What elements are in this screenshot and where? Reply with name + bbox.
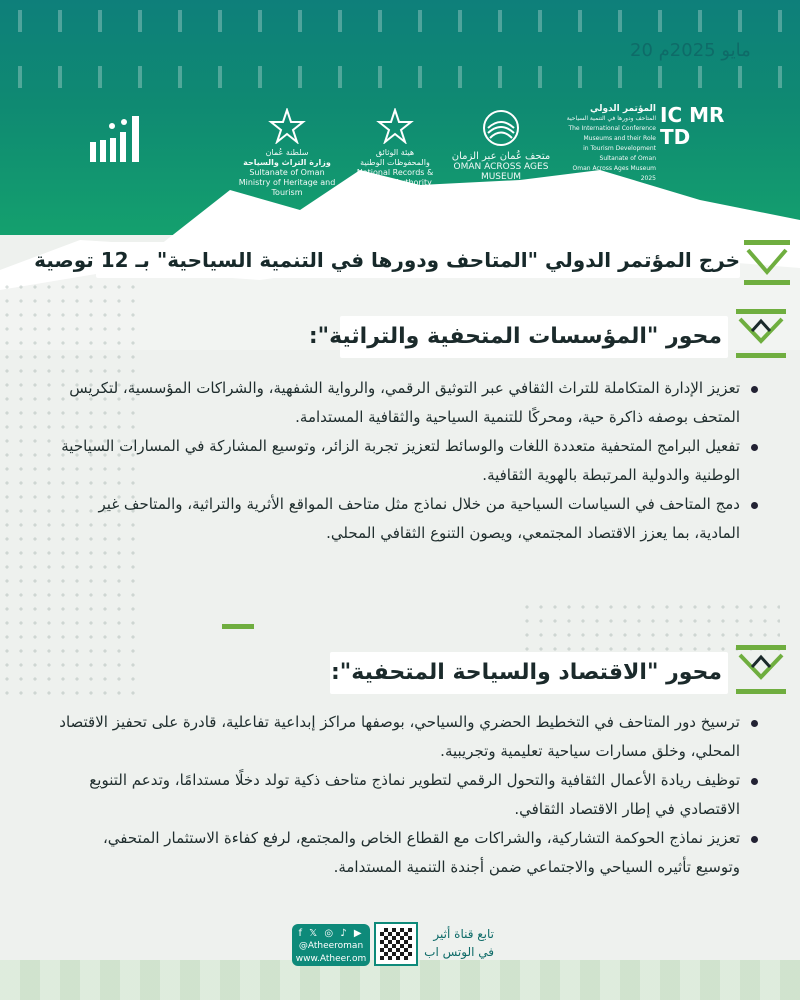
atheer-logo-icon bbox=[84, 112, 164, 164]
conference-logo bbox=[566, 104, 726, 184]
follow-line-2: في الوتس اب bbox=[424, 945, 494, 959]
social-links[interactable] bbox=[292, 924, 370, 966]
whatsapp-follow[interactable] bbox=[424, 925, 494, 961]
conference-line-8: 2025 bbox=[640, 175, 656, 182]
publish-date: 20 مايو 2025م bbox=[630, 40, 751, 61]
section-1-bullets bbox=[54, 374, 762, 548]
atheer-logo bbox=[84, 112, 164, 168]
ministry-line-1: سلطنة عُمان bbox=[265, 148, 309, 157]
section-2-title: محور "الاقتصاد والسياحة المتحفية": bbox=[330, 660, 722, 685]
conference-line-4: Museums and their Role bbox=[583, 135, 656, 142]
ministry-line-3: Sultanate of Oman bbox=[249, 168, 325, 177]
header-pattern-top bbox=[0, 10, 800, 32]
conference-line-3: The International Conference bbox=[568, 125, 656, 132]
records-logo bbox=[352, 108, 438, 188]
section-2-bullet-2: توظيف ريادة الأعمال الثقافية والتحول الرقمي لتطوير نماذج متاحف ذكية تولد دخلًا مستدامًا، وتدعم التنويع الاقتصادي في إطار الاقتصاد الثقافي. bbox=[54, 766, 762, 824]
qr-code[interactable] bbox=[374, 922, 418, 966]
records-line-4: Archives Authority bbox=[358, 178, 432, 187]
conference-line-1: المؤتمر الدولي bbox=[589, 104, 656, 114]
oman-emblem-icon bbox=[267, 108, 307, 144]
social-handle[interactable]: @Atheeroman bbox=[298, 941, 364, 951]
conference-line-5: in Tourism Development bbox=[583, 145, 656, 152]
section-1-ornament-icon bbox=[734, 307, 788, 365]
section-2-ornament-icon bbox=[734, 643, 788, 701]
ministry-logo bbox=[232, 108, 342, 198]
museum-logo bbox=[440, 108, 562, 182]
section-1-bullet-3: دمج المتاحف في السياسات السياحية من خلال نماذج مثل متاحف المواقع الأثرية والتراثية، والمتاحف غير المادية، بما يعزز الاقتصاد المجتمعي، ويصون التنوع الثقافي المحلي. bbox=[54, 490, 762, 548]
conference-line-2: المتاحف ودورها في التنمية السياحية bbox=[566, 115, 656, 122]
records-line-1: هيئة الوثائق bbox=[375, 148, 415, 157]
headline: خرج المؤتمر الدولي "المتاحف ودورها في التنمية السياحية" بـ 12 توصية bbox=[34, 248, 740, 272]
ministry-line-2: وزارة التراث والسياحة bbox=[243, 158, 331, 167]
header-pattern-mid bbox=[0, 66, 800, 88]
records-emblem-icon bbox=[375, 108, 415, 144]
records-line-3: National Records & bbox=[356, 168, 434, 177]
section-1-title: محور "المؤسسات المتحفية والتراثية": bbox=[308, 324, 722, 349]
section-2-bullet-1: ترسيخ دور المتاحف في التخطيط الحضري والسياحي، بوصفها مراكز إبداعية تفاعلية، قادرة على تحفيز الاقتصاد المحلي، وخلق مسارات سياحية تعليمية وتجريبية. bbox=[54, 708, 762, 766]
conference-mark: IC MRTD bbox=[660, 103, 725, 149]
museum-line-1: متحف عُمان عبر الزمان bbox=[451, 151, 551, 162]
conference-line-6: Sultanate of Oman bbox=[599, 155, 656, 162]
headline-ornament-icon bbox=[740, 236, 794, 294]
social-icons: f 𝕏 ◎ ♪ ▶ bbox=[298, 928, 364, 939]
records-line-2: والمحفوظات الوطنية bbox=[360, 158, 430, 167]
section-1-bullet-2: تفعيل البرامج المتحفية متعددة اللغات والوسائط لتعزيز تجربة الزائر، وتوسيع المشاركة في المسارات السياحية الوطنية والدولية المرتبطة بالهوية الثقافية. bbox=[54, 432, 762, 490]
museum-line-2: OMAN ACROSS AGES MUSEUM bbox=[453, 162, 549, 182]
ministry-line-4: Ministry of Heritage and Tourism bbox=[238, 178, 336, 197]
section-2-bullet-3: تعزيز نماذج الحوكمة التشاركية، والشراكات مع القطاع الخاص والمجتمع، لرفع كفاءة الاستثمار المتحفي، وتوسيع تأثيره السياحي والاجتماعي ضمن أجندة التنمية المستدامة. bbox=[54, 824, 762, 882]
divider-accent-1 bbox=[222, 624, 254, 629]
section-2-bullets bbox=[54, 708, 762, 882]
section-1-bullet-1: تعزيز الإدارة المتكاملة للتراث الثقافي عبر التوثيق الرقمي، والرواية الشفهية، والشراكات المؤسسية، لتكريس المتحف بوصفه ذاكرة حية، ومحركًا للتنمية السياحية والثقافية المستدامة. bbox=[54, 374, 762, 432]
website-link[interactable]: www.Atheer.om bbox=[295, 954, 367, 964]
museum-emblem-icon bbox=[479, 108, 523, 148]
footer-pattern bbox=[0, 960, 800, 1000]
conference-line-7: Oman Across Ages Museum bbox=[572, 165, 656, 172]
follow-line-1: تابع قناة أثير bbox=[433, 927, 494, 941]
